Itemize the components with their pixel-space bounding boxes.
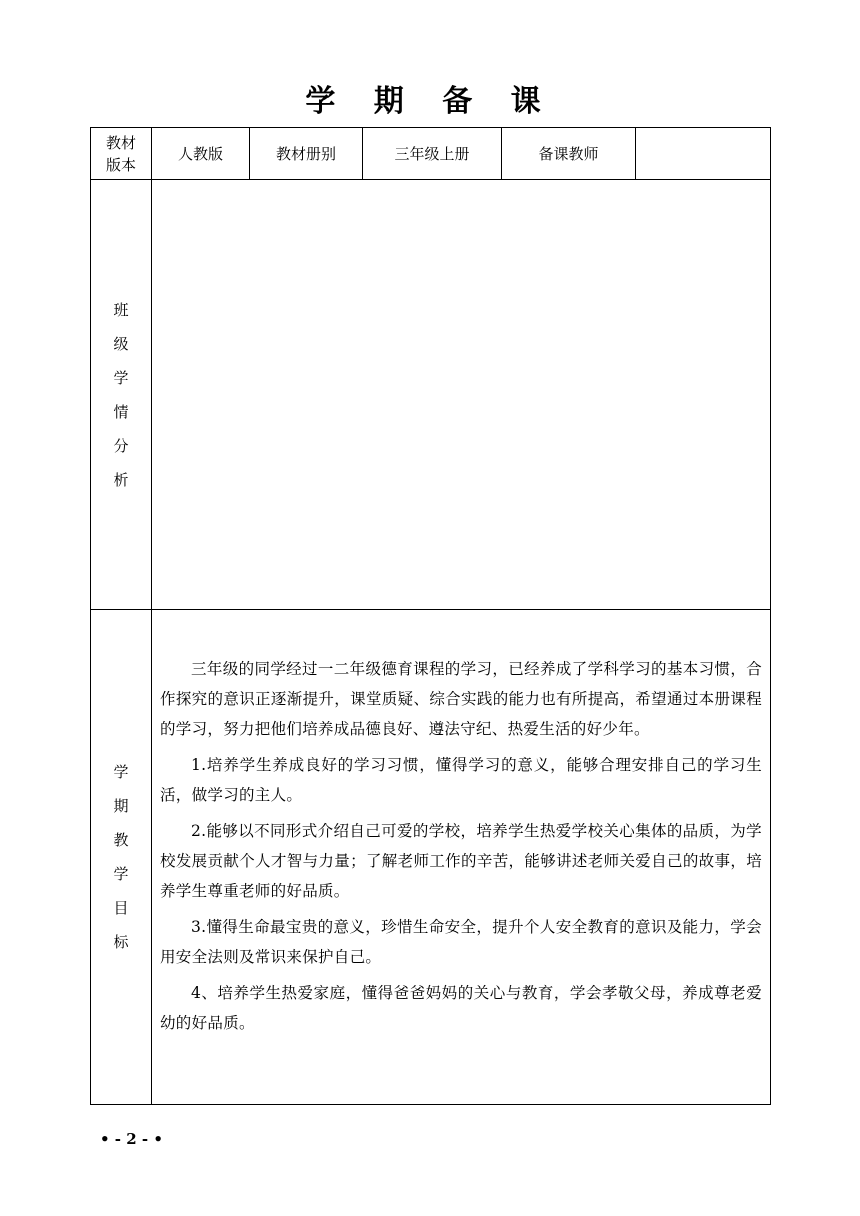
edition-label-line1: 教材 bbox=[105, 133, 136, 152]
goals-label-char: 期 bbox=[113, 797, 129, 815]
goals-label bbox=[91, 610, 152, 1105]
goals-row bbox=[91, 610, 771, 1105]
analysis-label-char: 析 bbox=[113, 470, 129, 489]
analysis-row bbox=[91, 180, 771, 610]
volume-label: 教材册别 bbox=[250, 128, 363, 180]
analysis-label bbox=[91, 180, 152, 610]
goals-label-char: 教 bbox=[113, 831, 129, 849]
page-number: • - 2 - • bbox=[100, 1130, 163, 1148]
semester-plan-table bbox=[90, 127, 771, 1105]
goals-label-char: 标 bbox=[113, 933, 129, 951]
goals-paragraph: 1.培养学生养成良好的学习习惯，懂得学习的意义，能够合理安排自己的学习生活，做学习的主人。 bbox=[160, 756, 762, 804]
teacher-value bbox=[636, 128, 771, 180]
analysis-label-char: 分 bbox=[113, 436, 129, 455]
goals-paragraph: 4、培养学生热爱家庭，懂得爸爸妈妈的关心与教育，学会孝敬父母，养成尊老爱幼的好品质。 bbox=[160, 984, 762, 1032]
edition-label-line2: 版本 bbox=[105, 155, 136, 174]
analysis-content bbox=[152, 180, 771, 610]
goals-paragraph: 三年级的同学经过一二年级德育课程的学习，已经养成了学科学习的基本习惯，合作探究的意识正逐渐提升，课堂质疑、综合实践的能力也有所提高，希望通过本册课程的学习，努力把他们培养成品德良好、遵法守纪、热爱生活的好少年。 bbox=[160, 660, 762, 738]
goals-content bbox=[152, 610, 771, 1105]
volume-value: 三年级上册 bbox=[363, 128, 502, 180]
header-row bbox=[91, 128, 771, 180]
goals-paragraph: 2.能够以不同形式介绍自己可爱的学校，培养学生热爱学校关心集体的品质，为学校发展贡献个人才智与力量；了解老师工作的辛苦，能够讲述老师关爱自己的故事，培养学生尊重老师的好品质。 bbox=[160, 822, 762, 900]
analysis-label-char: 学 bbox=[113, 368, 129, 387]
goals-label-char: 学 bbox=[113, 763, 129, 781]
analysis-label-char: 级 bbox=[113, 334, 129, 353]
analysis-label-char: 情 bbox=[113, 402, 129, 421]
goals-paragraph: 3.懂得生命最宝贵的意义，珍惜生命安全，提升个人安全教育的意识及能力，学会用安全法则及常识来保护自己。 bbox=[160, 918, 762, 966]
analysis-label-char: 班 bbox=[113, 300, 129, 319]
edition-label-cell bbox=[91, 128, 152, 180]
goals-label-char: 学 bbox=[113, 865, 129, 883]
edition-value: 人教版 bbox=[152, 128, 250, 180]
teacher-label: 备课教师 bbox=[502, 128, 636, 180]
goals-label-char: 目 bbox=[113, 899, 129, 917]
page-title: 学 期 备 课 bbox=[305, 84, 555, 119]
